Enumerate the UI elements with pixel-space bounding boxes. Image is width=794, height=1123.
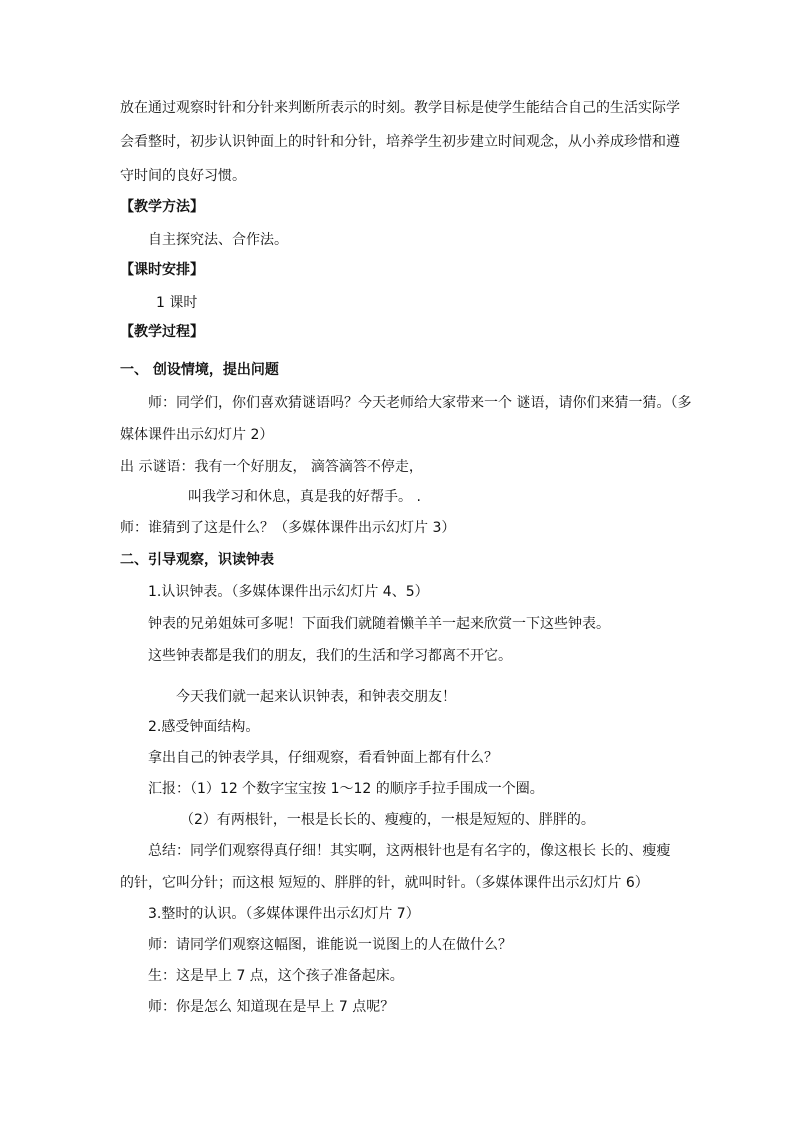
intro-line-2: 会看整时，初步认识钟面上的时针和分针，培养学生初步建立时间观念，从小养成珍惜和遵 xyxy=(120,134,680,150)
item-1-paragraph-2: 这些钟表都是我们的朋友，我们的生活和学习都离不开它。 xyxy=(148,648,512,664)
item-2-summary-line-1: 总结：同学们观察得真仔细！其实啊，这两根针也是有名字的，像这根长 长的、瘦瘦 xyxy=(148,843,671,859)
section-1-paragraph-1-line-2: 媒体课件出示幻灯片 2） xyxy=(120,427,274,443)
process-heading: 【教学过程】 xyxy=(120,324,204,340)
section-1-paragraph-2: 师：谁猜到了这是什么？（多媒体课件出示幻灯片 3） xyxy=(120,520,456,536)
item-1-title: 1.认识钟表。（多媒体课件出示幻灯片 4、5） xyxy=(148,584,429,600)
item-1-paragraph-3: 今天我们就一起来认识钟表，和钟表交朋友！ xyxy=(176,689,456,705)
item-3-paragraph-2: 生：这是早上 7 点，这个孩子准备起床。 xyxy=(148,968,404,984)
schedule-content: 1 课时 xyxy=(156,295,198,311)
intro-line-3: 守时间的良好习惯。 xyxy=(120,168,246,184)
item-3-paragraph-1: 师：请同学们观察这幅图，谁能说一说图上的人在做什么？ xyxy=(148,937,512,953)
riddle-line-2: 叫我学习和休息，真是我的好帮手。 . xyxy=(188,489,421,505)
section-1-title: 一、 创设情境，提出问题 xyxy=(120,362,279,378)
item-2-paragraph-3: （2）有两根针，一根是长长的、瘦瘦的，一根是短短的、胖胖的。 xyxy=(180,812,595,828)
method-content: 自主探究法、合作法。 xyxy=(148,232,288,248)
item-2-paragraph-2: 汇报：（1）12 个数字宝宝按 1～12 的顺序手拉手围成一个圈。 xyxy=(148,781,544,797)
intro-line-1: 放在通过观察时针和分针来判断所表示的时刻。教学目标是使学生能结合自己的生活实际学 xyxy=(120,100,680,116)
item-3-paragraph-3: 师：你是怎么 知道现在是早上 7 点呢？ xyxy=(148,999,395,1015)
item-3-title: 3.整时的认识。（多媒体课件出示幻灯片 7） xyxy=(148,906,420,922)
riddle-line-1: 出 示谜语：我有一个好朋友， 滴答滴答不停走， xyxy=(120,459,423,475)
schedule-heading: 【课时安排】 xyxy=(120,262,204,278)
item-2-paragraph-1: 拿出自己的钟表学具，仔细观察，看看钟面上都有什么？ xyxy=(148,750,498,766)
section-2-title: 二、引导观察，识读钟表 xyxy=(120,552,274,568)
item-2-title: 2.感受钟面结构。 xyxy=(148,719,260,735)
section-1-paragraph-1-line-1: 师：同学们，你们喜欢猜谜语吗？今天老师给大家带来一个 谜语，请你们来猜一猜。（多 xyxy=(148,395,692,411)
item-1-paragraph-1: 钟表的兄弟姐妹可多呢！下面我们就随着懒羊羊一起来欣赏一下这些钟表。 xyxy=(148,616,610,632)
item-2-summary-line-2: 的针，它叫分针；而这根 短短的、胖胖的针，就叫时针。（多媒体课件出示幻灯片 6） xyxy=(120,875,649,891)
method-heading: 【教学方法】 xyxy=(120,199,204,215)
